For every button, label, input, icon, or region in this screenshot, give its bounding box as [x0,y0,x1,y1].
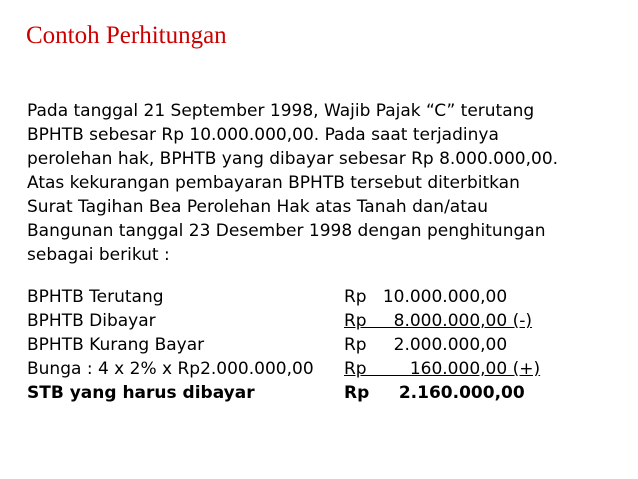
paragraph-line: Pada tanggal 21 September 1998, Wajib Pajak “C” terutang [27,101,535,121]
calc-label: BPHTB Terutang [27,287,164,307]
paragraph-line: perolehan hak, BPHTB yang dibayar sebesar Rp 8.000.000,00. [27,149,559,169]
paragraph-line: sebagai berikut : [27,245,170,265]
calculation-table [27,285,540,405]
calc-value: Rp 160.000,00 (+) [344,359,541,379]
paragraph-line: BPHTB sebesar Rp 10.000.000,00. Pada saat terjadinya [27,125,499,145]
calc-row-bphtb-dibayar [27,309,540,333]
slide-title: Contoh Perhitungan [26,22,227,49]
calc-row-bunga [27,357,540,381]
calc-value: Rp 8.000.000,00 (-) [344,311,532,331]
paragraph-line: Atas kekurangan pembayaran BPHTB tersebut diterbitkan [27,173,520,193]
description-paragraph [27,99,627,267]
paragraph-line: Bangunan tanggal 23 Desember 1998 dengan penghitungan [27,221,546,241]
calc-row-bphtb-kurang-bayar [27,333,540,357]
paragraph-line: Surat Tagihan Bea Perolehan Hak atas Tanah dan/atau [27,197,489,217]
calc-value: Rp 2.000.000,00 [344,335,508,355]
calc-label: STB yang harus dibayar [27,383,255,403]
calc-value: Rp 2.160.000,00 [344,383,525,403]
calc-row-stb-total [27,381,540,405]
calc-label: BPHTB Kurang Bayar [27,335,205,355]
calc-label: BPHTB Dibayar [27,311,156,331]
calc-row-bphtb-terutang [27,285,540,309]
calc-value: Rp 10.000.000,00 [344,287,508,307]
calc-label: Bunga : 4 x 2% x Rp2.000.000,00 [27,359,314,379]
